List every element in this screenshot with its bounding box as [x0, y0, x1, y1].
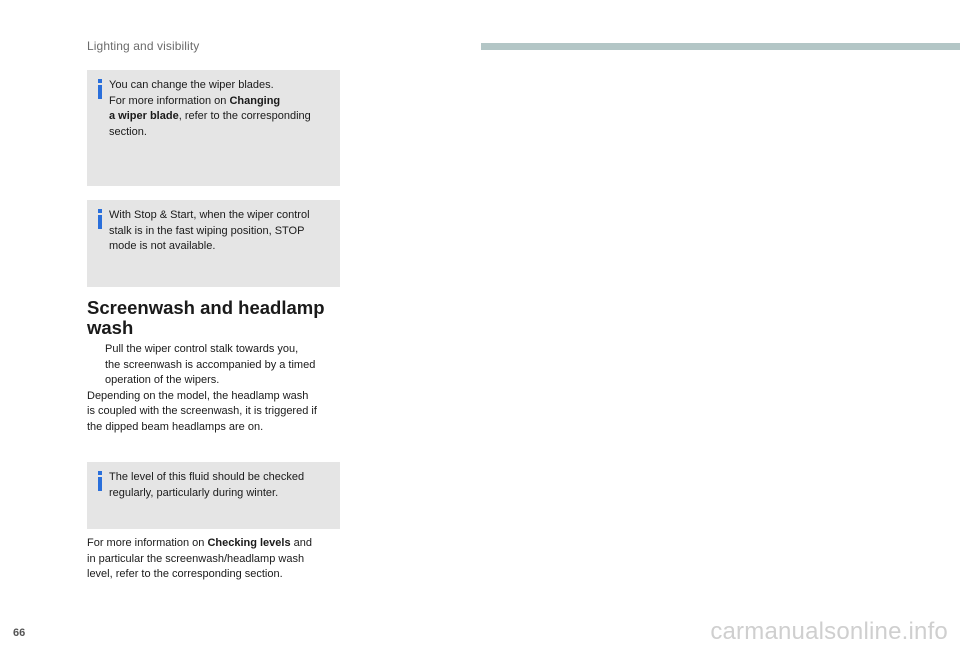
info-icon: [95, 79, 105, 99]
paragraph-headlamp-wash: Depending on the model, the headlamp wash is coupled with the screenwash, it is triggered if the dipped beam headlamps are on.: [87, 389, 317, 433]
note-text: With Stop & Start, when the wiper control stalk is in the fast wiping position, STOP mode is not available.: [109, 209, 310, 252]
watermark: carmanualsonline.info: [710, 618, 948, 645]
paragraph-checking-levels: For more information on Checking levels and in particular the screenwash/headlamp wash level, refer to the corresponding section.: [87, 537, 313, 580]
section-heading: Screenwash and headlamp wash: [87, 297, 325, 338]
link-changing: Changing: [229, 94, 281, 107]
section-title: Lighting and visibility: [87, 39, 200, 53]
note-wiper-blades: [87, 70, 340, 186]
page-number: 66: [13, 627, 26, 639]
note-text: The level of this fluid should be checked regularly, particularly during winter.: [109, 471, 305, 499]
note-text: You can change the wiper blades. For more information on Changing a wiper blade, refer to the corresponding section.: [109, 79, 311, 138]
instructions-text: [87, 342, 347, 435]
link-checking-levels: Checking levels: [207, 537, 291, 549]
link-wiper-blade: a wiper blade: [109, 110, 179, 122]
bullet-item: Pull the wiper control stalk towards you, the screenwash is accompanied by a timed operation of the wipers.: [105, 343, 316, 386]
info-icon: [95, 209, 105, 229]
note-stop-start: [87, 200, 340, 287]
note-fluid-level: [87, 462, 340, 529]
info-icon: [95, 471, 105, 491]
header-bar: [481, 43, 960, 50]
